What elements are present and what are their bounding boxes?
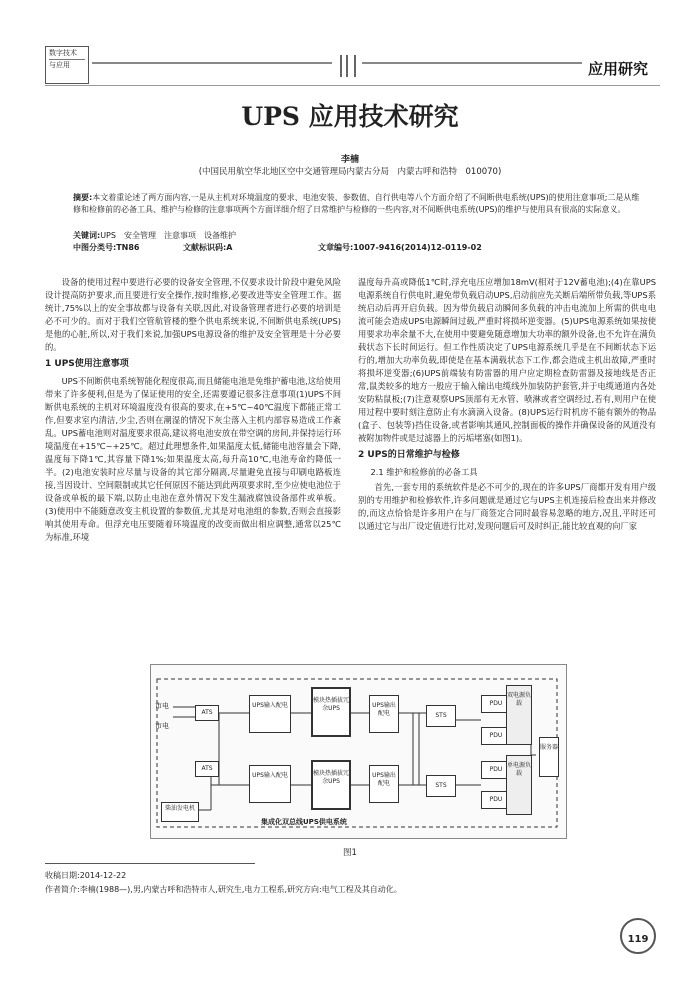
section1-continued: 温度每升高或降低1℃时,浮充电压应增加18mV(相对于12V蓄电池);(4)在靠UPS电源系统自行供电时,避免带负载启动UPS,启动前应先关断后端所带负载,等UPS系统启动后再开启负载。因为带负载启动瞬间多负载的冲击电流加上所需的供电电流可能会造成UPS电源瞬间过载,严重时将损坏逆变器。(5)UPS电源系统如果按使用要求功率余量不大,在使用中要避免随意增加大功率的额外设备,也不允许在满负载状态下长时间运行。但工作性质决定了UPS电源系统几乎是在不间断状态下运行的,增加大功率负载,即使是在基本满载状态下工作,都会造成主机出故障,严重时将损坏逆变器;(6)UPS前端装有防雷器的用户应定期检查防雷器及接地线是否正常,鼠类较多的地方一般应于输入输出电缆线外加装防护套管,并于电缆通道内各处安防粘鼠板;(7)注意观察UPS顶部有无水管、喷淋或者空调经过,若有,则用户在使用过程中要时刻注意防止有水滴滴入设备。(8)UPS运行时机房不能有额外的物品(盒子、包装等)挡住设备,或者影响其通风,控制面板的操作并确保设备的风道没有被附加物件或是过滤器上的污垢堵塞(如图1)。 xyxy=(358,277,656,443)
ups-output-box-1: UPS输出配电 xyxy=(369,695,399,733)
sts-box-2: STS xyxy=(426,775,456,797)
intro-paragraph: 设备的使用过程中要进行必要的设备安全管理,不仅要求设计阶段中避免风险设计提高防护要求,而且要进行安全操作,按时维修,必要改进等安全管理工作。据统计,75%以上的安全事故都与设备有关联,因此,对设备管理者进行必要的培训是必不可少的。而对于我们空管航管楼的整个供电系统来说,不间断供电系统(UPS)是他的心脏,所以,对于我们来说,加强UPS电源设备的维护及安全管理是十分必要的。 xyxy=(45,277,341,352)
pdu-box-1: PDU xyxy=(481,695,511,713)
ats-box-1: ATS xyxy=(195,705,219,721)
pdu-box-4: PDU xyxy=(481,791,511,809)
section2-1-heading: 2.1 维护和检修前的必备工具 xyxy=(370,467,478,477)
section2-1-paragraph: 首先,一套专用的系统软件是必不可少的,现在的许多UPS厂商都开发有用户级别的专用维护和检修软件,许多问题就是通过它与UPS主机连接后检查出来并修改的,而这点恰恰是许多用户在与厂商签定合同时最容易忽略的地方,况且,平时还可以通过它与出厂设定值进行比对,发现问题后可及时纠正,能比较直观的向厂家 xyxy=(358,482,656,531)
sts-box-1: STS xyxy=(426,705,456,727)
footnote-rule xyxy=(45,863,255,864)
abstract-label: 摘要: xyxy=(73,193,93,202)
ups-input-box-2: UPS输入配电 xyxy=(249,765,291,803)
header-divider xyxy=(45,85,660,86)
page-number: 119 xyxy=(620,918,656,954)
keywords-label: 关键词: xyxy=(73,231,101,240)
document-code: 文献标识码:A xyxy=(183,243,233,252)
logo-line2: 与应用 xyxy=(49,61,70,69)
paper-title: UPS 应用技术研究 xyxy=(241,102,459,131)
utility-label-1: 市电 xyxy=(155,702,169,710)
ups-input-box-1: UPS输入配电 xyxy=(249,695,291,733)
section-title: 应用研究 xyxy=(588,60,649,78)
figure-inner-caption: 集成化双总线UPS供电系统 xyxy=(261,818,347,826)
utility-label-2: 市电 xyxy=(155,722,169,730)
single-load-box: 单电源负载 xyxy=(506,755,532,815)
article-number: 文章编号:1007-9416(2014)12-0119-02 xyxy=(318,243,482,252)
classification xyxy=(73,242,643,254)
ups-module-box-2: 模块热插拔冗余UPS xyxy=(311,760,351,810)
abstract-text: 本文着重论述了两方面内容,一是从主机对环境温度的要求、电池安装、参数值、自行供电等八个方面介绍了不间断供电系统(UPS)的使用注意事项;二是从维修和检修前的必备工具、维护与检修的注意事项两个方面详细介绍了日常维护与检修的一些内容,对不间断供电系统(UPS)的维护与使用具有很高的实际意义。 xyxy=(73,193,640,214)
ups-output-box-2: UPS输出配电 xyxy=(369,765,399,803)
pdu-box-2: PDU xyxy=(481,727,511,745)
journal-logo xyxy=(45,46,89,84)
section2-heading: 2 UPS的日常维护与检修 xyxy=(358,450,460,460)
generator-box: 柴油发电机 xyxy=(161,802,199,822)
header-rule-left xyxy=(92,62,332,64)
header-bar xyxy=(346,55,348,77)
section1-heading: 1 UPS使用注意事项 xyxy=(45,359,129,369)
logo-line1: 数字技术 xyxy=(49,48,85,60)
right-column xyxy=(358,276,656,533)
figure-1 xyxy=(150,664,567,839)
pdu-box-3: PDU xyxy=(481,761,511,779)
header-bar xyxy=(340,55,342,77)
header-bar xyxy=(354,55,356,77)
left-column xyxy=(45,276,341,544)
ups-module-box-1: 模块热插拔冗余UPS xyxy=(311,687,351,737)
header-rule-right xyxy=(362,62,582,64)
affiliation: (中国民用航空华北地区空中交通管理局内蒙古分局 内蒙古呼和浩特 010070) xyxy=(198,167,502,177)
figure-caption: 图1 xyxy=(343,848,357,858)
ats-box-2: ATS xyxy=(195,761,219,777)
keywords-text: UPS 安全管理 注意事项 设备维护 xyxy=(100,231,236,240)
clc-number: 中图分类号:TN86 xyxy=(73,243,140,252)
server-box: 服务器 xyxy=(539,737,559,777)
figure-wiring xyxy=(151,665,566,838)
author-bio: 作者简介:李楠(1988—),男,内蒙古呼和浩特市人,研究生,电力工程系,研究方向:电气工程及其自动化。 xyxy=(45,885,402,894)
received-date: 收稿日期:2014-12-22 xyxy=(45,871,127,880)
abstract xyxy=(73,192,643,216)
author: 李楠 xyxy=(340,155,359,165)
dual-load-box: 双电源负载 xyxy=(506,685,532,745)
keywords xyxy=(73,230,643,242)
section1-paragraph: UPS不间断供电系统智能化程度很高,而且储能电池是免维护蓄电池,这给使用带来了许多便利,但是为了保证使用的安全,还需要遵记很多注意事项(1)UPS不间断供电系统的主机对环境温度没有很高的要求,在+5℃~40℃温度下都能正常工作,但要求室内清洁,少尘,否则在潮湿的情况下灰尘落入主机内部容易造成工作紊乱。UPS蓄电池则对温度要求很高,建议将电池安放在带空调的房间,并保持运行环境温度在+15℃~+25℃。超过此理想条件,如果温度太低,储能电池容量会下降,温度每下降1℃,其容量下降1%;如果温度太高,每升高10℃,电池寿命约降低一半。(2)电池安装时应尽量与设备的其它部分隔离,尽量避免直接与印刷电路板连接,当因设计、空间限制或其它任何原因不能达到此两项要求时,至少应使电池位于设备或单板的最下端,以防止电池在意外情况下发生漏液腐蚀设备部件或单板。(3)使用中不能随意改变主机设置的参数值,尤其是对电池组的参数,否则会直接影响其使用寿命。但浮充电压要随着环境温度的改变而做出相应调整,通常以25℃为标准,环境 xyxy=(45,376,341,542)
